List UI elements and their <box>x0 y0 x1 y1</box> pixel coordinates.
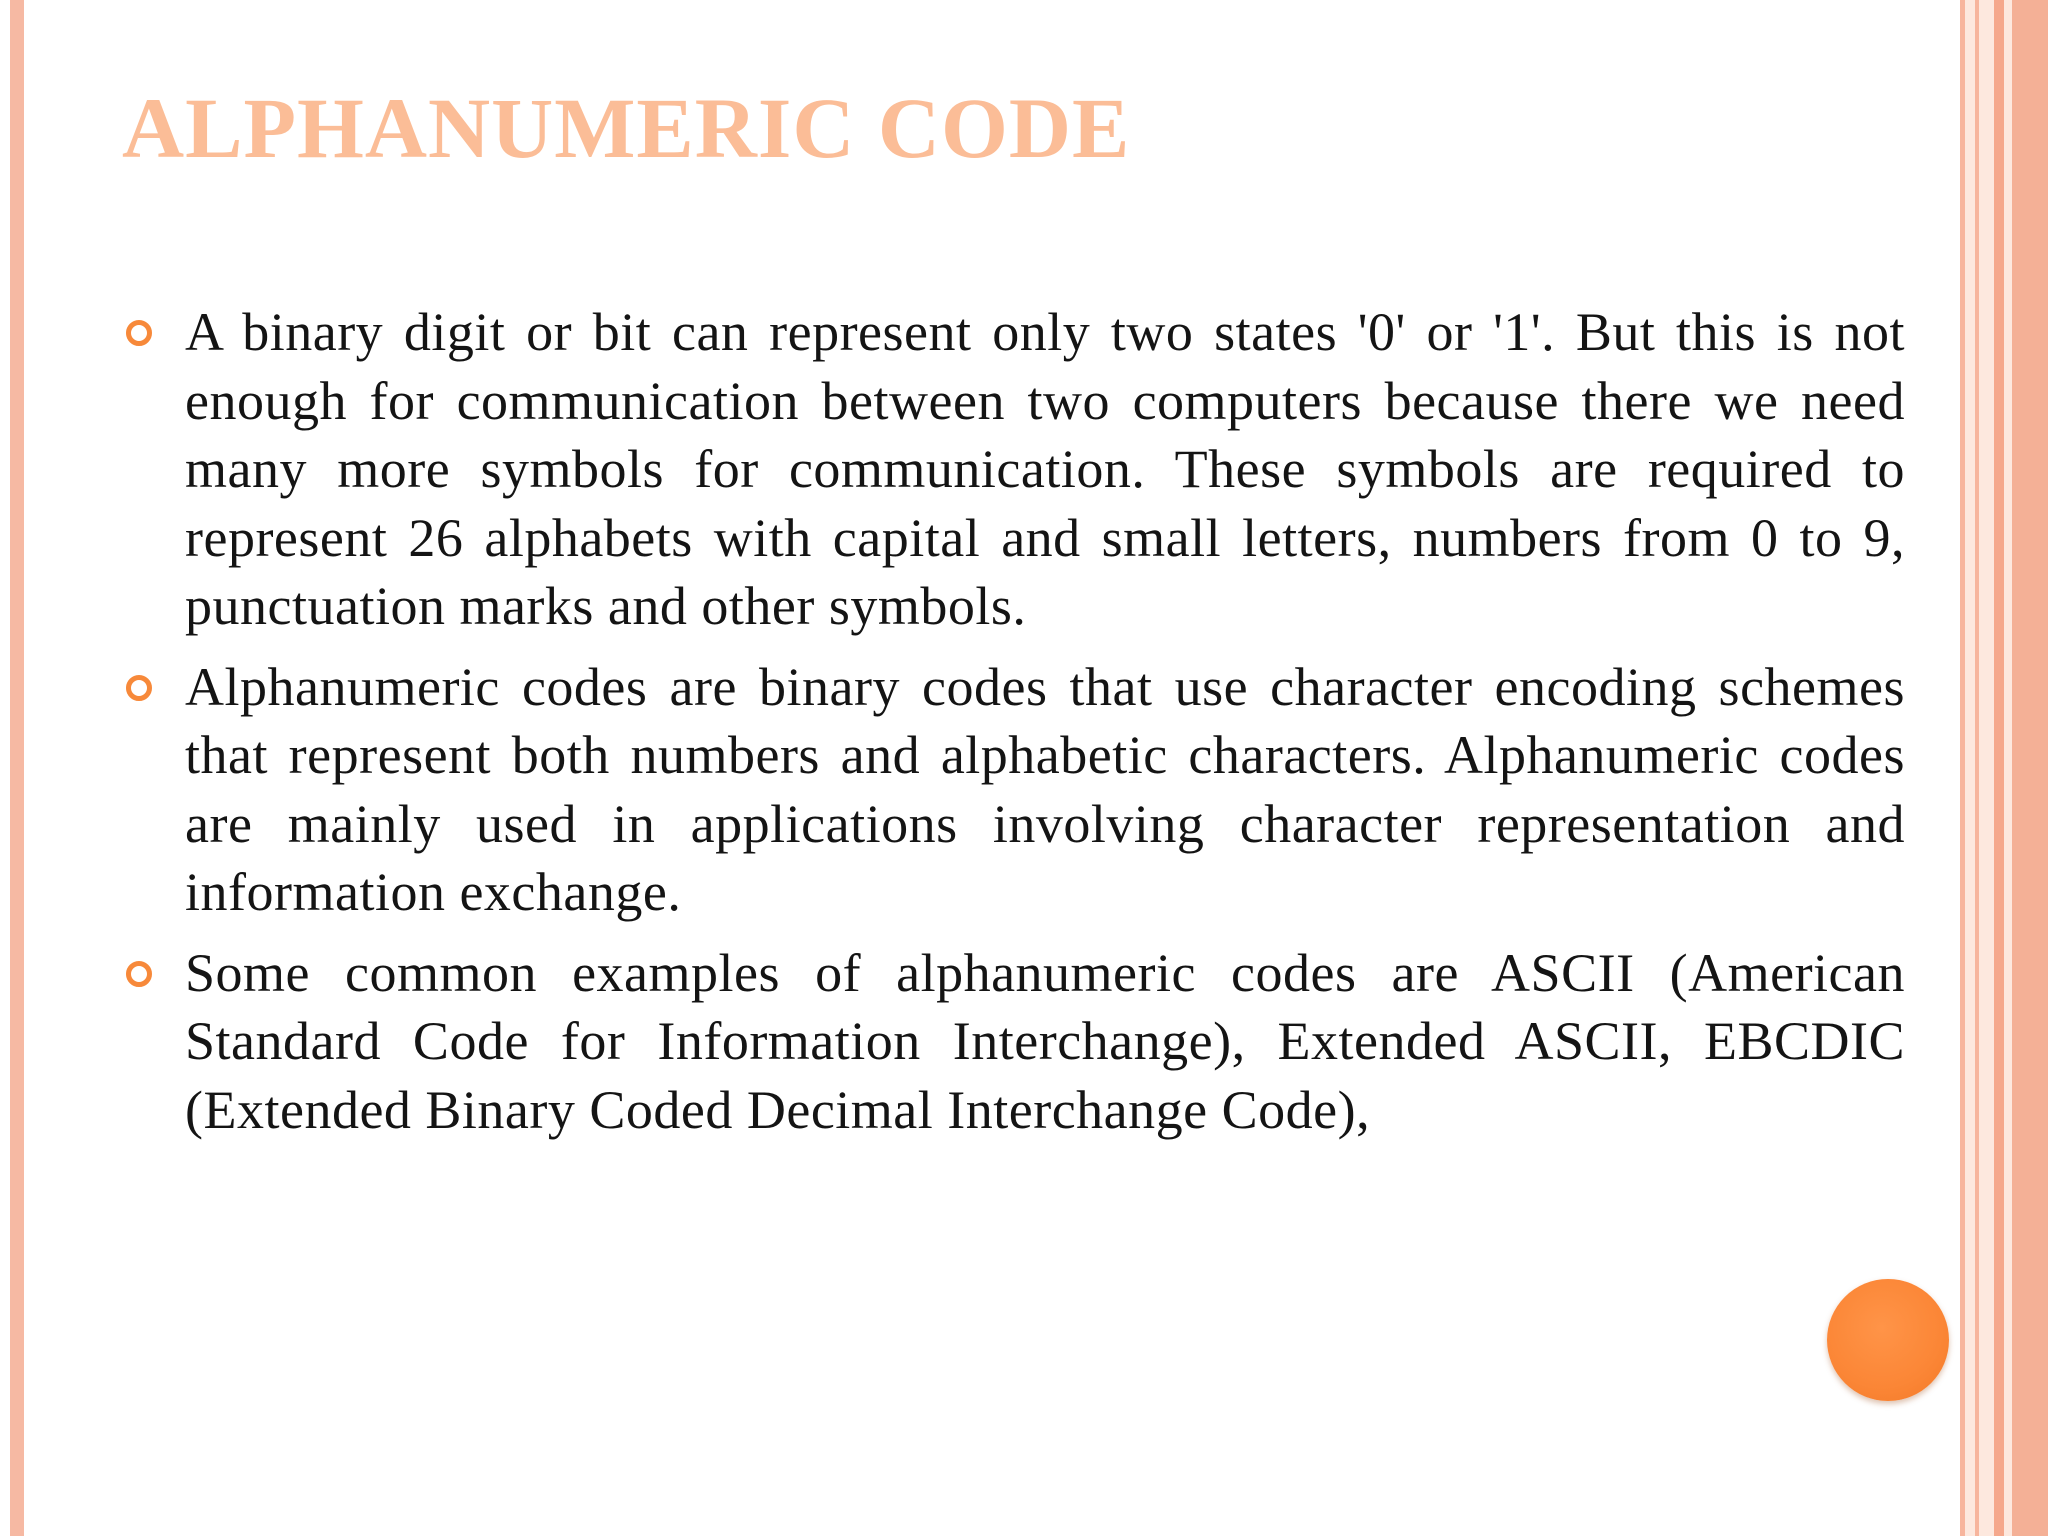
right-border-line <box>1975 0 1979 1536</box>
bullet-item <box>122 939 1905 1145</box>
bullet-item <box>122 298 1905 641</box>
bullet-text: Alphanumeric codes are binary codes that use character encoding schemes that represent both numbers and alphabetic characters. Alphanumeric codes are mainly used in applications involving character representation and information exchange. <box>185 656 1905 922</box>
right-border-line <box>1960 0 1965 1536</box>
slide-title: ALPHANUMERIC CODE <box>122 80 1131 176</box>
right-border-line <box>1994 0 2004 1536</box>
orange-circle-icon <box>1827 1279 1949 1401</box>
hollow-circle-bullet-icon <box>126 320 152 346</box>
right-border-line <box>2012 0 2048 1536</box>
bullet-text: A binary digit or bit can represent only two states '0' or '1'. But this is not enough for communication between two computers because there we need many more symbols for communication. These symbols are required to represent 26 alphabets with capital and small letters, numbers from 0 to 9, punctuation marks and other symbols. <box>185 302 1905 636</box>
left-border-stripe <box>10 0 24 1536</box>
bullet-item <box>122 653 1905 927</box>
bullet-text: Some common examples of alphanumeric codes are ASCII (American Standard Code for Information Interchange), Extended ASCII, EBCDIC (Extended Binary Coded Decimal Interchange Code), <box>185 942 1905 1140</box>
hollow-circle-bullet-icon <box>126 675 152 701</box>
hollow-circle-bullet-icon <box>126 961 152 987</box>
bullet-list <box>122 298 1905 1156</box>
